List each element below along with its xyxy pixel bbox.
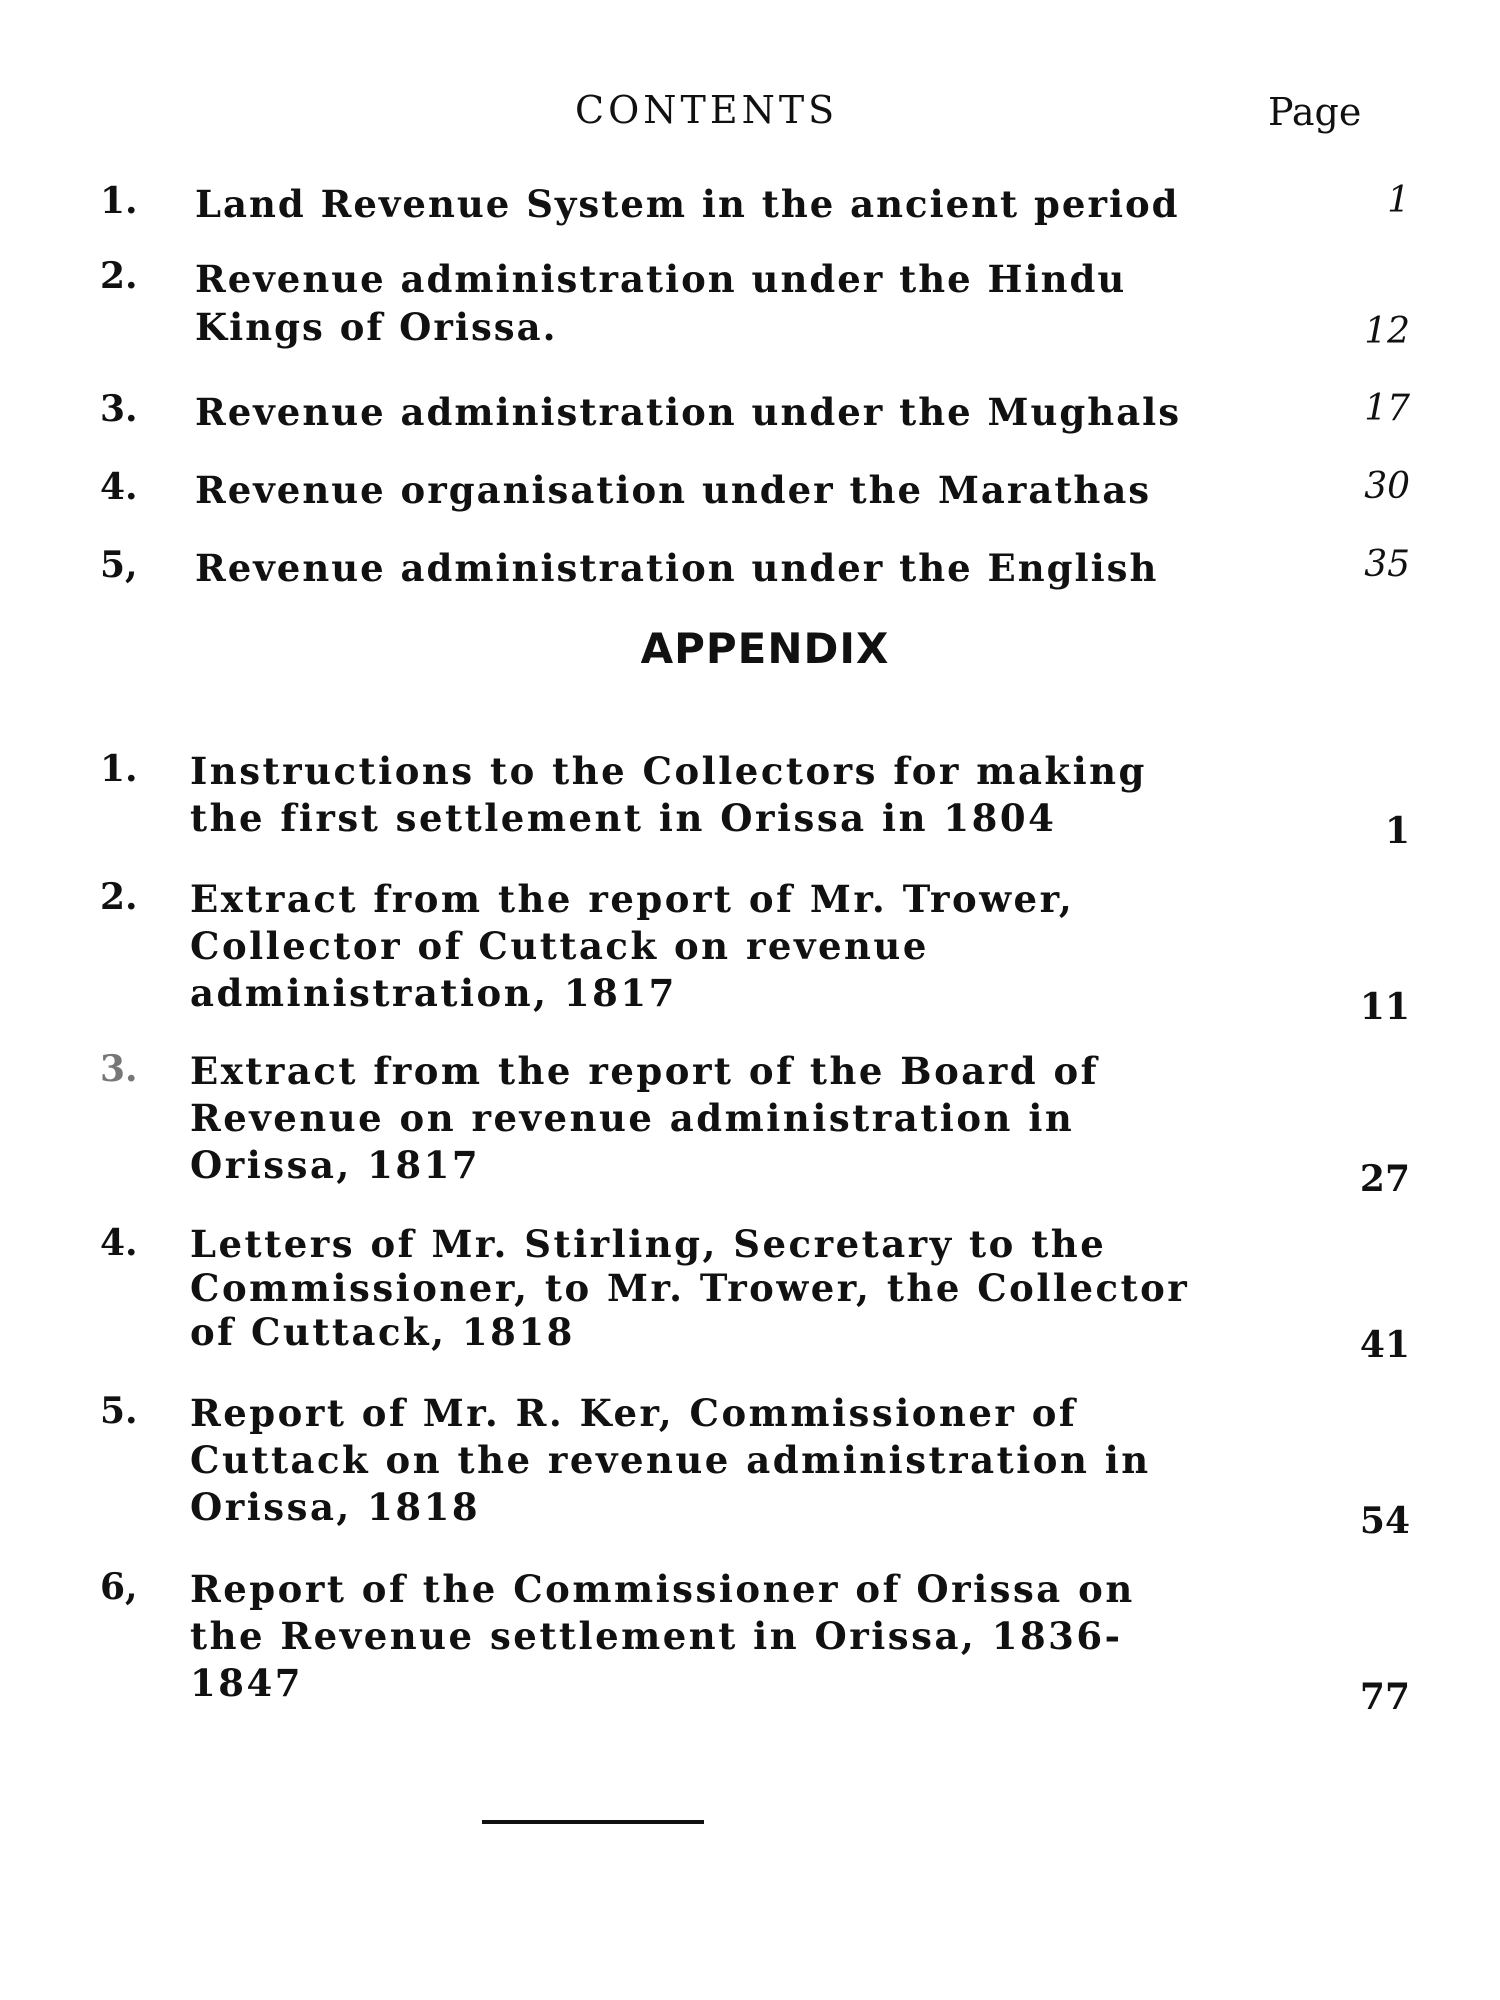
entry-title: Revenue organisation under the Marathas [195,468,1152,512]
entry-number: 3. [100,1048,138,1090]
entry-page: 11 [1359,986,1410,1028]
closing-rule [482,1820,704,1824]
entry-number: 2. [100,255,138,297]
entry-number: 5. [100,1390,138,1432]
entry-title: Report of Mr. R. Ker, Commissioner of Cuttack on the revenue administration in Orissa, 1818 [190,1391,1151,1529]
entry-page: 1 [1387,180,1410,221]
entry-page: 17 [1364,388,1410,429]
entry-title: Letters of Mr. Stirling, Secretary to the Commissioner, to Mr. Trower, the Collector of Cuttack, 1818 [190,1222,1190,1354]
entry-number: 2. [100,876,138,918]
entry-number: 3. [100,388,138,430]
entry-number: 1. [100,748,138,790]
entry-page: 35 [1364,544,1410,585]
entry-number: 1. [100,180,138,222]
entry-title: Extract from the report of the Board of Revenue on revenue administration in Orissa, 1817 [190,1049,1100,1187]
page-column-label: Page [1268,90,1362,134]
entry-page: 12 [1364,311,1410,352]
entry-title: Report of the Commissioner of Orissa on the Revenue settlement in Orissa, 1836-1847 [190,1567,1135,1705]
entry-title: Revenue administration under the English [195,546,1159,590]
appendix-heading: APPENDIX [640,624,890,673]
entry-number: 5, [100,544,138,586]
entry-page: 1 [1384,810,1410,852]
entry-page: 54 [1359,1500,1410,1542]
entry-title: Instructions to the Collectors for making the first settlement in Orissa in 1804 [190,749,1147,840]
entry-page: 27 [1359,1158,1410,1200]
contents-heading: CONTENTS [575,88,839,132]
entry-title: Extract from the report of Mr. Trower, Collector of Cuttack on revenue administration, 1817 [190,877,1075,1015]
entry-page: 30 [1364,466,1410,507]
entry-number: 4. [100,466,138,508]
entry-number: 4. [100,1222,138,1264]
entry-page: 41 [1359,1324,1410,1366]
entry-number: 6, [100,1566,138,1608]
entry-title: Revenue administration under the Mughals [195,390,1182,434]
entry-page: 77 [1359,1676,1410,1718]
entry-title: Revenue administration under the Hindu Kings of Orissa. [195,257,1127,349]
entry-title: Land Revenue System in the ancient period [195,182,1180,226]
